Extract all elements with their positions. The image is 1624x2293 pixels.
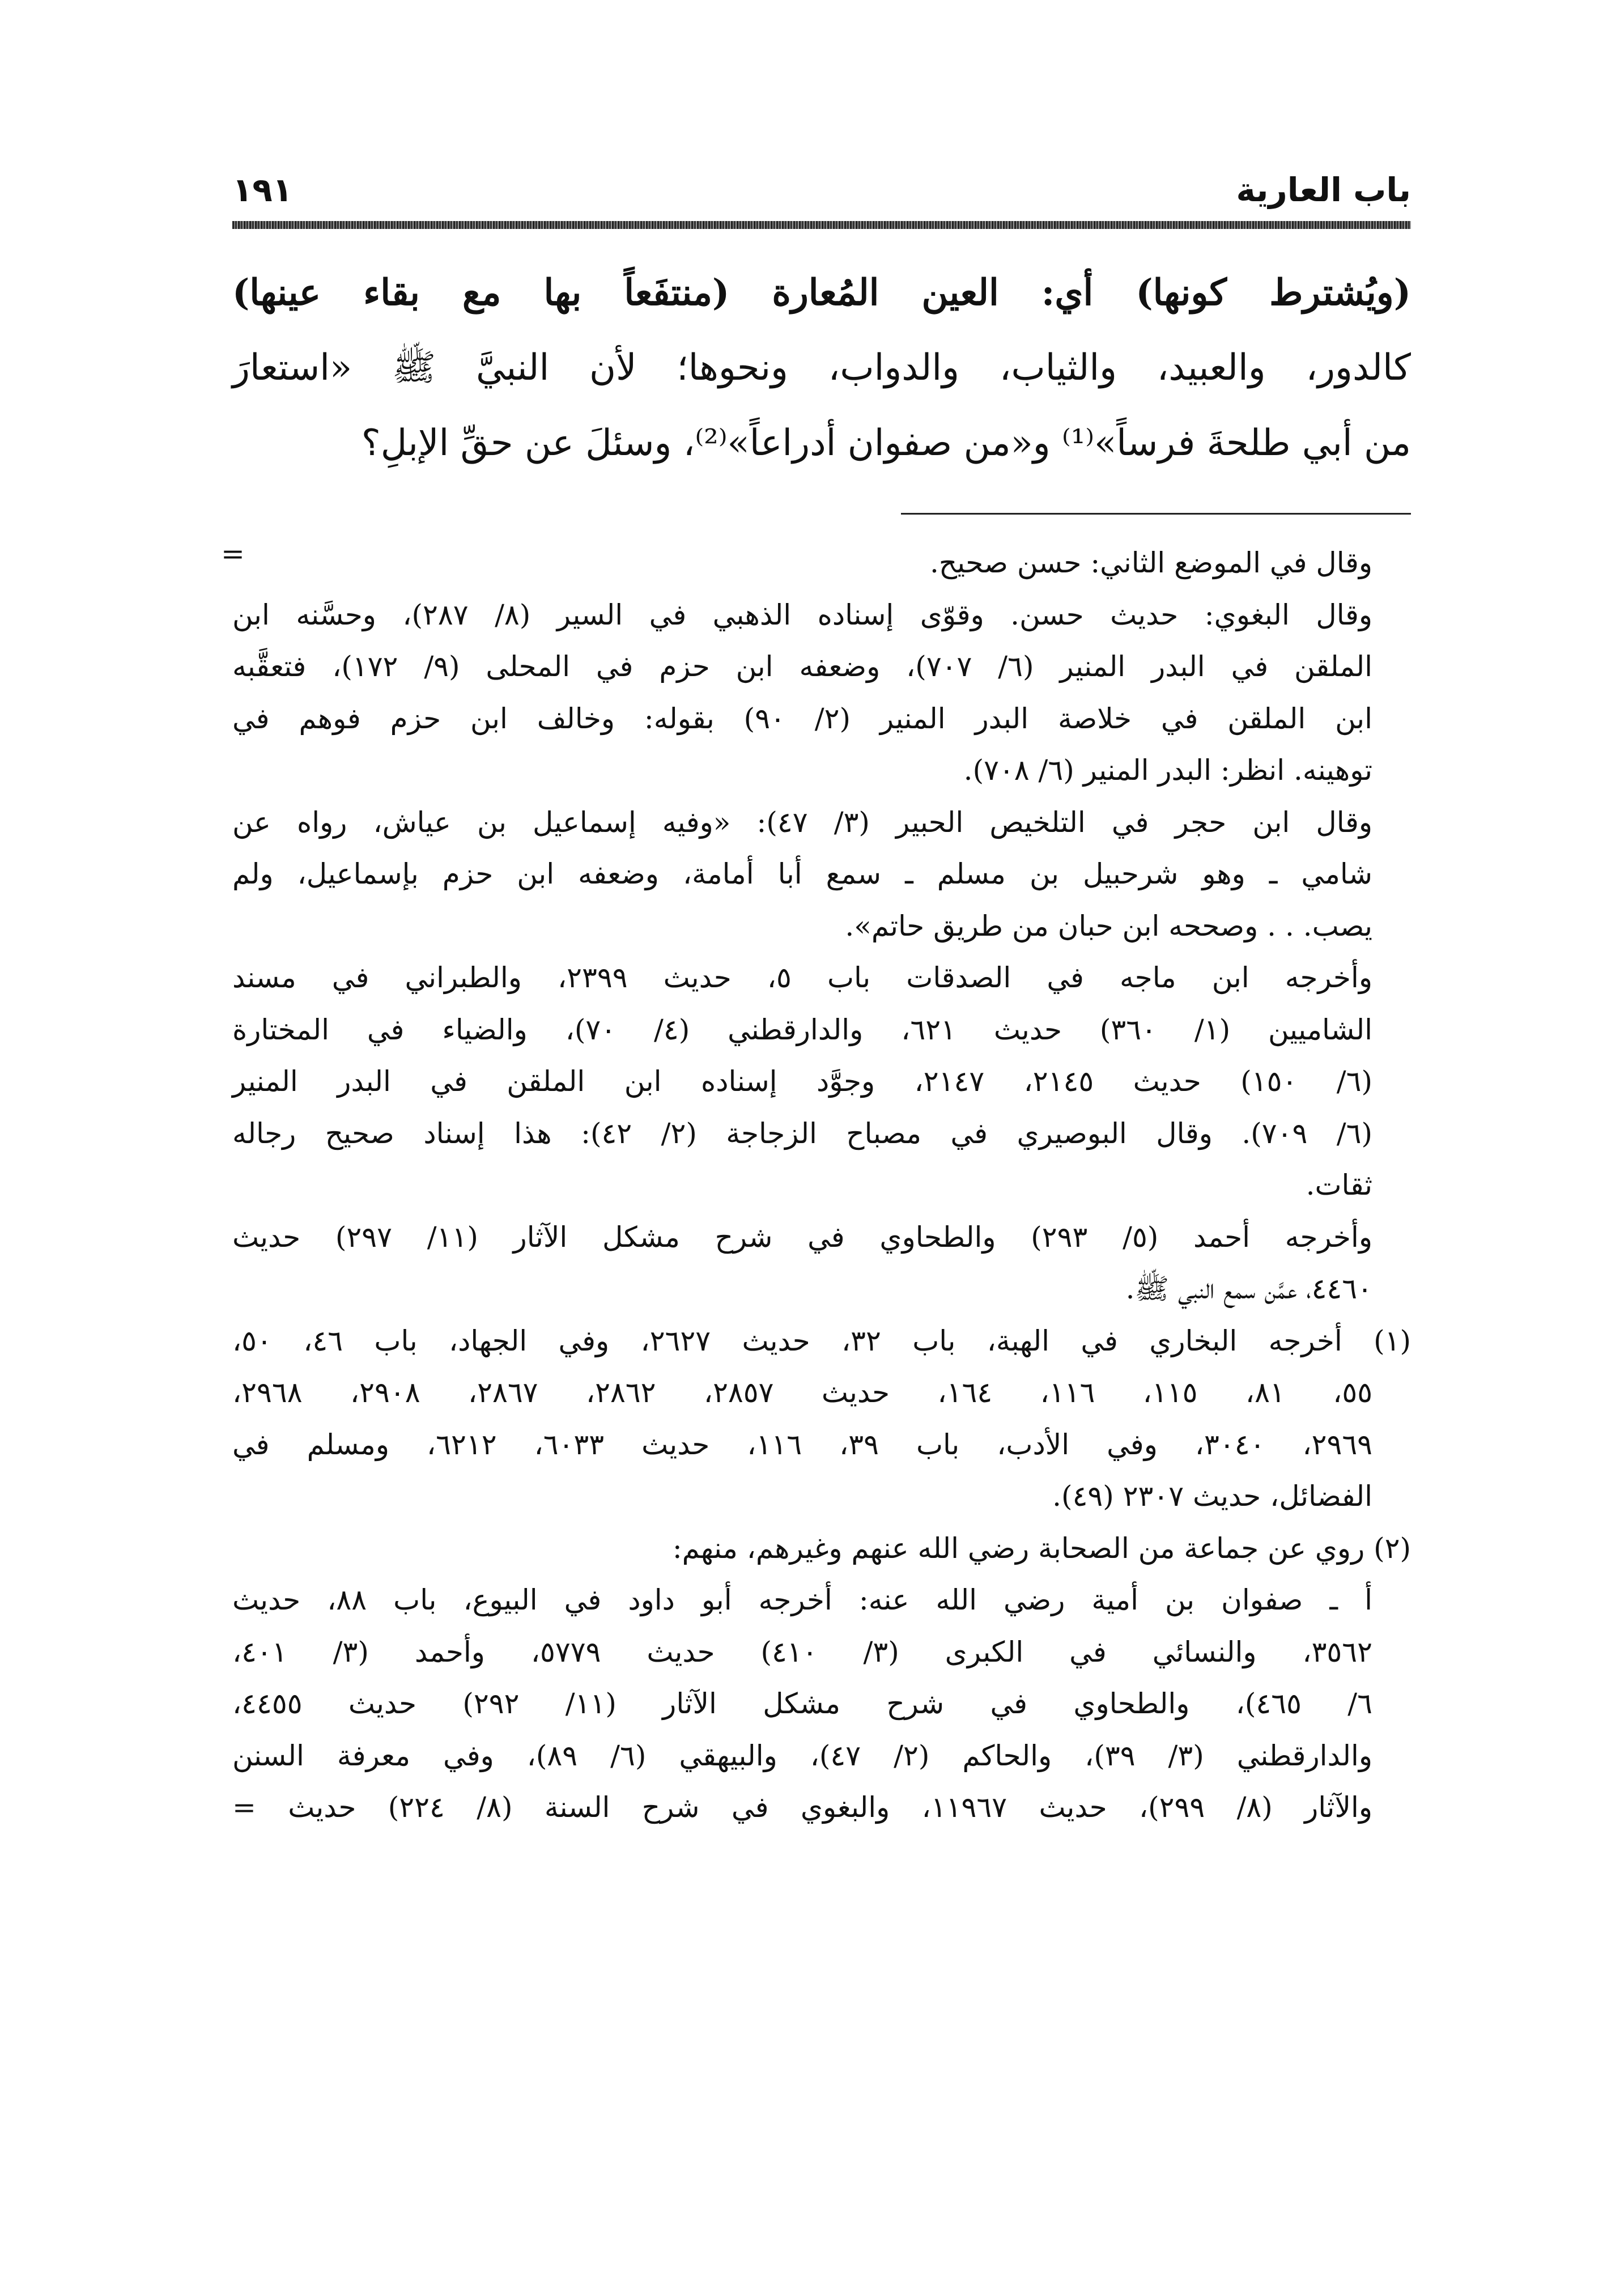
footnote-line: والآثار (٨/ ٢٩٩)، حديث ١١٩٦٧، والبغوي في شرح السنة (٨/ ٢٢٤) حديث = [232, 1791, 1372, 1824]
footnote-continuation [221, 537, 1411, 1315]
footnote-line: ٢٩٦٩، ٣٠٤٠، وفي الأدب، باب ٣٩، ١١٦، حديث ٦٠٣٣، ٦٢١٢، ومسلم في [232, 1428, 1373, 1461]
document-page [221, 164, 1412, 1834]
footnote-separator [901, 513, 1411, 515]
running-title: باب العارية [1236, 171, 1411, 209]
page-header [232, 164, 1411, 221]
main-line: كالدور، والعبيد، والثياب، والدواب، ونحوها؛ لأن النبيَّ ﷺ «استعارَ [232, 347, 1411, 389]
footnote-line: وأخرجه ابن ماجه في الصدقات باب ٥، حديث ٢٣٩٩، والطبراني في مسند [232, 961, 1373, 994]
footnote-2 [232, 1523, 1411, 1834]
footnote-line: (٦/ ٧٠٩). وقال البوصيري في مصباح الزجاجة (٢/ ٤٢): هذا إسناد صحيح رجاله [232, 1116, 1372, 1150]
footnote-line: شامي ـ وهو شرحبيل بن مسلم ـ سمع أبا أمامة، وضعفه ابن حزم بإسماعيل، ولم [232, 857, 1372, 890]
continuation-mark: = [221, 537, 245, 570]
footnote-line: (١) أخرجه البخاري في الهبة، باب ٣٢، حديث ٢٦٢٧، وفي الجهاد، باب ٤٦، ٥٠، [232, 1324, 1412, 1357]
main-text [232, 255, 1411, 481]
footnote-line: ٣٥٦٢، والنسائي في الكبرى (٣/ ٤١٠) حديث ٥٧٧٩، وأحمد (٣/ ٤٠١، [232, 1635, 1372, 1668]
footnote-line: والدارقطني (٣/ ٣٩)، والحاكم (٢/ ٤٧)، والبيهقي (٦/ ٨٩)، وفي معرفة السنن [232, 1739, 1372, 1772]
footnote-1 [232, 1315, 1411, 1523]
footnote-line: ٦/ ٤٦٥)، والطحاوي في شرح مشكل الآثار (١١/ ٢٩٢) حديث ٤٤٥٥، [232, 1687, 1372, 1720]
footnote-line: الشاميين (١/ ٣٦٠) حديث ٦٢١، والدارقطني (٤/ ٧٠)، والضياء في المختارة [232, 1013, 1372, 1046]
footnote-line: وقال في الموضع الثاني: حسن صحيح. [929, 546, 1372, 579]
footnote-line: وقال البغوي: حديث حسن. وقوّى إسناده الذهبي في السير (٨/ ٢٨٧)، وحسَّنه ابن [232, 598, 1372, 631]
footnote-line: ثقات. [1306, 1169, 1372, 1201]
main-line: من أبي طلحةَ فرساً»⁽¹⁾ و«من صفوان أدراعاً»⁽²⁾، وسئلَ عن حقِّ الإبلِ؟ [361, 422, 1411, 464]
page-number: ١٩١ [232, 171, 293, 209]
footnote-line: (٢) روي عن جماعة من الصحابة رضي الله عنهم وغيرهم، منهم: [672, 1531, 1411, 1565]
footnote-line: يصب. . . وصححه ابن حبان من طريق حاتم». [845, 909, 1372, 942]
footnote-line: أ ـ صفوان بن أمية رضي الله عنه: أخرجه أبو داود في البيوع، باب ٨٨، حديث [232, 1583, 1372, 1616]
footnote-line: ابن الملقن في خلاصة البدر المنير (٢/ ٩٠) بقوله: وخالف ابن حزم فوهم في [232, 702, 1372, 735]
footnote-line: الفضائل، حديث ٢٣٠٧ (٤٩). [1052, 1480, 1372, 1513]
footnote-line: توهينه. انظر: البدر المنير (٦/ ٧٠٨). [963, 754, 1372, 787]
footnote-line: (٦/ ١٥٠) حديث ٢١٤٥، ٢١٤٧، وجوَّد إسناده ابن الملقن في البدر المنير [232, 1065, 1372, 1098]
footnote-line: ٥٥، ٨١، ١١٥، ١١٦، ١٦٤، حديث ٢٨٥٧، ٢٨٦٢، ٢٨٦٧، ٢٩٠٨، ٢٩٦٨، [232, 1376, 1373, 1409]
footnote-line: وأخرجه أحمد (٥/ ٢٩٣) والطحاوي في شرح مشكل الآثار (١١/ ٢٩٧) حديث [232, 1220, 1372, 1254]
header-rule [232, 221, 1411, 229]
footnotes [221, 537, 1412, 1834]
footnote-line: وقال ابن حجر في التلخيص الحبير (٣/ ٤٧): «وفيه إسماعيل بن عياش، رواه عن [232, 805, 1372, 839]
main-line: (ويُشترط كونها) أي: العين المُعارة (منتفَعاً بها مع بقاء عينها) [232, 271, 1411, 314]
footnote-line: الملقن في البدر المنير (٦/ ٧٠٧)، وضعفه ابن حزم في المحلى (٩/ ١٧٢)، فتعقَّبه [232, 650, 1372, 683]
footnote-line: ٤٤٦٠، عمَّن سمع النبي ﷺ. [1125, 1272, 1372, 1305]
